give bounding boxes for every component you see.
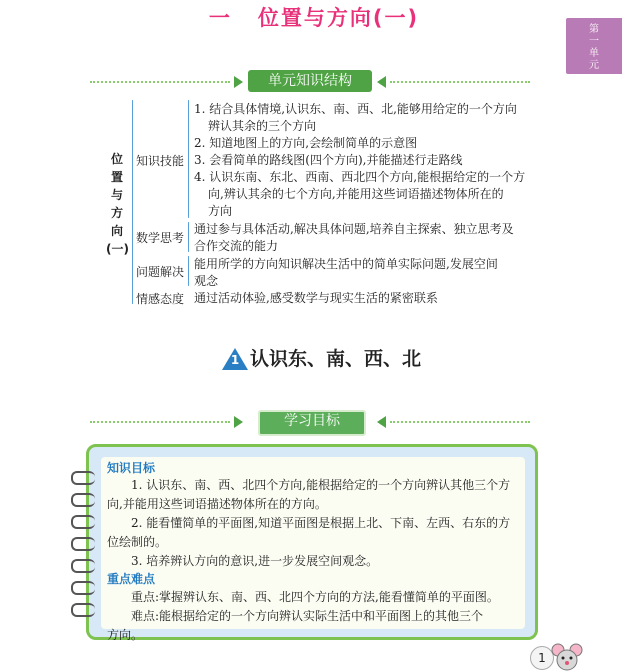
arrow-left-icon <box>377 416 386 428</box>
chapter-title: 位置与方向(一) <box>257 6 420 30</box>
binder-ring-icon <box>71 581 95 595</box>
root-brace <box>132 100 133 304</box>
goals-banner-label: 学习目标 <box>258 410 366 436</box>
unit-tab-char: 元 <box>589 60 599 71</box>
goal-1-cont: 向,并能用这些词语描述物体所在的方向。 <box>107 497 327 511</box>
skills-brace <box>188 100 189 218</box>
goal-3: 3. 培养辨认方向的意识,进一步发展空间观念。 <box>131 554 379 568</box>
structure-root <box>106 150 128 258</box>
structure-banner <box>90 70 530 94</box>
unit-tab <box>566 18 622 74</box>
divider <box>90 81 230 84</box>
page-number: 1 <box>530 646 554 670</box>
category-thinking: 数学思考 <box>136 231 185 245</box>
root-char: (一) <box>106 242 129 256</box>
divider <box>90 421 230 424</box>
binder-ring-icon <box>71 603 95 617</box>
goal-2: 2. 能看懂简单的平面图,知道平面图是根据上北、下南、左西、右东的方 <box>131 516 511 530</box>
divider <box>390 421 530 424</box>
skill-item-3: 3. 会看简单的路线图(四个方向),并能描述行走路线 <box>194 153 463 167</box>
arrow-right-icon <box>234 76 243 88</box>
root-char: 置 <box>110 170 123 184</box>
goal-1: 1. 认识东、南、西、北四个方向,能根据给定的一个方向辨认其他三个方 <box>131 478 511 492</box>
difficulty: 难点:能根据给定的一个方向辨认实际生活中和平面图上的其他三个 <box>131 609 484 623</box>
section-number: 1 <box>230 353 240 367</box>
key-points-heading: 重点难点 <box>107 572 156 586</box>
skill-item-4-cont2: 方向 <box>208 204 233 218</box>
attitude-item: 通过活动体验,感受数学与现实生活的紧密联系 <box>194 291 438 305</box>
goals-notebook <box>86 444 538 640</box>
root-char: 与 <box>110 188 123 202</box>
arrow-left-icon <box>377 76 386 88</box>
root-char: 位 <box>110 152 123 166</box>
thinking-item-cont: 合作交流的能力 <box>194 239 279 253</box>
thinking-item: 通过参与具体活动,解决具体问题,培养自主探索、独立思考及 <box>194 222 514 236</box>
binder-ring-icon <box>71 471 95 485</box>
category-skills: 知识技能 <box>136 154 185 168</box>
page-title <box>0 2 628 32</box>
divider <box>390 81 530 84</box>
skill-item-4: 4. 认识东南、东北、西南、西北四个方向,能根据给定的一个方 <box>194 170 526 184</box>
binder-ring-icon <box>71 515 95 529</box>
difficulty-cont: 方向。 <box>107 628 144 642</box>
arrow-right-icon <box>234 416 243 428</box>
problem-item-cont: 观念 <box>194 274 219 288</box>
section-title: 认识东、南、西、北 <box>250 348 422 370</box>
problem-brace <box>188 256 189 286</box>
category-attitude: 情感态度 <box>136 292 185 306</box>
knowledge-goals-heading: 知识目标 <box>107 461 156 475</box>
goal-2-cont: 位绘制的。 <box>107 535 168 549</box>
binder-ring-icon <box>71 537 95 551</box>
unit-tab-char: 一 <box>589 36 599 47</box>
problem-item: 能用所学的方向知识解决生活中的简单实际问题,发展空间 <box>194 257 498 271</box>
unit-tab-char: 单 <box>589 48 599 59</box>
skill-item-4-cont: 向,辨认其余的七个方向,并能用这些词语描述物体所在的 <box>208 187 504 201</box>
skill-item-2: 2. 知道地图上的方向,会绘制简单的示意图 <box>194 136 418 150</box>
unit-tab-char: 第 <box>589 24 599 35</box>
binder-ring-icon <box>71 493 95 507</box>
root-char: 向 <box>110 224 123 238</box>
chapter-number: 一 <box>208 6 232 30</box>
goals-banner <box>90 410 530 434</box>
thinking-brace <box>188 222 189 252</box>
binder-ring-icon <box>71 559 95 573</box>
skill-item-1: 1. 结合具体情境,认识东、南、西、北,能够用给定的一个方向 <box>194 102 517 116</box>
notebook-page <box>101 457 525 642</box>
root-char: 方 <box>110 206 123 220</box>
mouse-mascot-icon <box>550 642 584 672</box>
category-problem: 问题解决 <box>136 265 185 279</box>
key-point: 重点:掌握辨认东、南、西、北四个方向的方法,能看懂简单的平面图。 <box>131 590 499 604</box>
structure-banner-label: 单元知识结构 <box>248 70 372 92</box>
skill-item-1-cont: 辨认其余的三个方向 <box>208 119 317 133</box>
